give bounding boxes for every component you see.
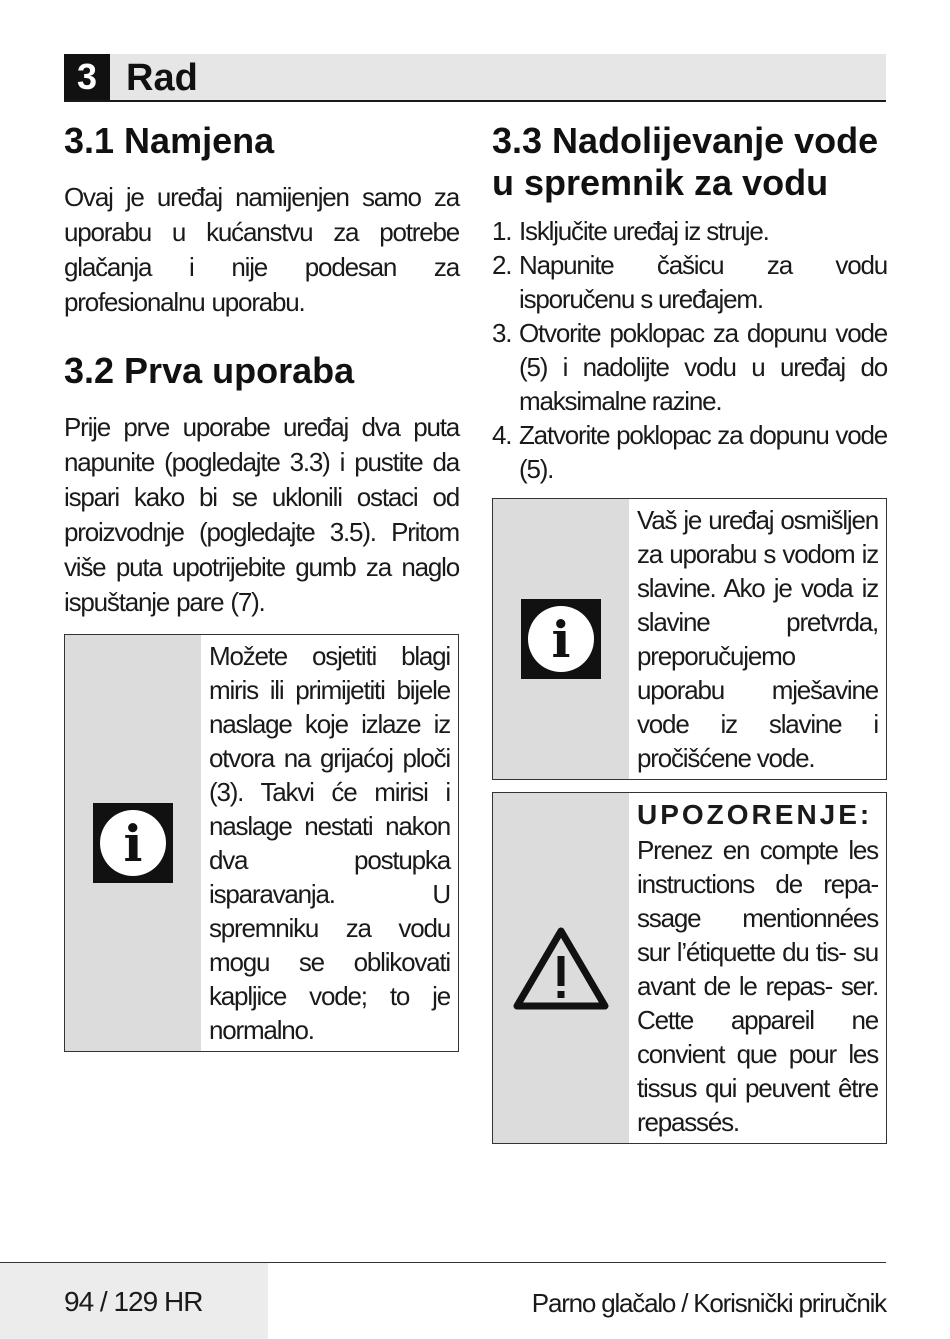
section-number-badge: 3: [64, 54, 110, 100]
info-note-right: [492, 498, 887, 780]
info-icon: i: [93, 803, 173, 883]
heading-3-2: 3.2 Prva uporaba: [64, 350, 355, 391]
footer-title: Parno glačalo / Korisnički priručnik: [531, 1288, 886, 1318]
heading-3-1: 3.1 Namjena: [64, 120, 275, 161]
list-item: 2. Napunite čašicu za vodu isporučenu s uređajem.: [492, 250, 887, 314]
info-note-left: [64, 634, 459, 1052]
list-item: 1. Isključite uređaj iz struje.: [492, 216, 769, 246]
steps-list: [492, 214, 887, 486]
section-header: [64, 54, 886, 102]
section-title: Rad: [126, 57, 198, 99]
left-column: [64, 120, 459, 1052]
warning-triangle-icon: [513, 926, 609, 1010]
info-note-right-text: Vaš je uređaj osmišljen za uporabu s vodom iz slavine. Ako je voda iz slavine pretvrda, preporučujemo uporabu mješavine vode iz slavine i pročišćene vode.: [637, 505, 878, 773]
warning-title: UPOZORENJE:: [637, 799, 873, 830]
right-column: [492, 120, 887, 1144]
warning-text: Prenez en compte les instructions de repa- ssage mentionnées sur l’étiquette du tis- su avant de le repas- ser. Cette appareil ne convient que pour les tissus qui peuvent être repassés.: [637, 835, 878, 1137]
paragraph-3-2: Prije prve uporabe uređaj dva puta napunite (pogledajte 3.3) i pustite da ispari kako bi se uklonili ostaci od proizvodnje (pogledajte 3.5). Pritom više puta upotrijebite gumb za naglo ispuštanje pare (7).: [64, 412, 459, 617]
heading-3-3: 3.3 Nadolijevanje vode u spremnik za vodu: [492, 120, 879, 203]
warning-note: [492, 792, 887, 1144]
page-number: 94 / 129 HR: [64, 1286, 203, 1317]
list-item: 4. Zatvorite poklopac za dopunu vode (5).: [492, 420, 887, 484]
paragraph-3-1: Ovaj je uređaj namijenjen samo za uporabu u kućanstvu za potrebe glačanja i nije podesan za profesionalnu uporabu.: [64, 182, 459, 317]
info-icon: i: [521, 599, 601, 679]
list-item: 3. Otvorite poklopac za dopunu vode (5) i nadolijte vodu u uređaj do maksimalne razine.: [492, 318, 887, 416]
info-note-left-text: Možete osjetiti blagi miris ili primijetiti bijele naslage koje izlaze iz otvora na grijaćoj ploči (3). Takvi će mirisi i naslage nestati nakon dva postupka isparavanja. U spremniku za vodu mogu se oblikovati kapljice vode; to je normalno.: [209, 641, 450, 1045]
